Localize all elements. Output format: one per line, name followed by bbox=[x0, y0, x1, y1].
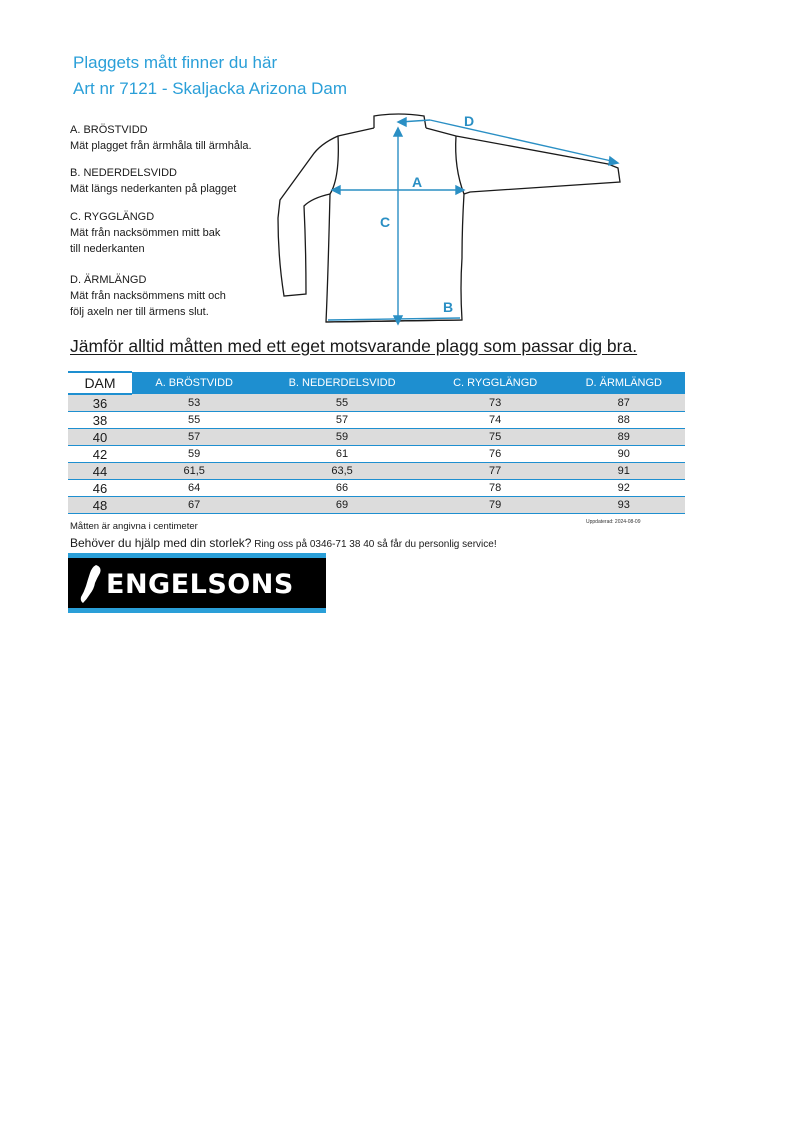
table-cell: 78 bbox=[428, 480, 563, 497]
measure-d-line bbox=[430, 120, 616, 162]
size-cell: 46 bbox=[68, 480, 132, 497]
label-c: C bbox=[380, 214, 391, 230]
table-row bbox=[68, 497, 685, 514]
instruction-a bbox=[70, 122, 252, 154]
compare-note: Jämför alltid måtten med ett eget motsvarande plagg som passar dig bra. bbox=[70, 336, 638, 356]
instruction-text: till nederkanten bbox=[70, 243, 145, 255]
table-cell: 55 bbox=[132, 412, 256, 429]
table-cell: 75 bbox=[428, 429, 563, 446]
table-cell: 89 bbox=[563, 429, 685, 446]
table-cell: 66 bbox=[256, 480, 427, 497]
measurement-lines bbox=[328, 118, 618, 324]
jacket-outline bbox=[278, 114, 620, 322]
table-cell: 61 bbox=[256, 446, 427, 463]
table-row bbox=[68, 480, 685, 497]
column-header-chest: A. BRÖSTVIDD bbox=[132, 372, 256, 394]
jacket-measurement-diagram bbox=[270, 108, 630, 333]
table-cell: 55 bbox=[256, 394, 427, 412]
page-subtitle: Art nr 7121 - Skaljacka Arizona Dam bbox=[73, 79, 348, 98]
size-cell: 44 bbox=[68, 463, 132, 480]
table-cell: 79 bbox=[428, 497, 563, 514]
column-header-back-length: C. RYGGLÄNGD bbox=[428, 372, 563, 394]
table-row bbox=[68, 412, 685, 429]
units-note: Måtten är angivna i centimeter bbox=[70, 521, 198, 532]
table-row bbox=[68, 446, 685, 463]
help-line bbox=[70, 536, 497, 550]
instruction-c bbox=[70, 209, 220, 257]
table-cell: 63,5 bbox=[256, 463, 427, 480]
size-table-header bbox=[68, 372, 685, 394]
table-cell: 53 bbox=[132, 394, 256, 412]
instruction-text: Mät från nacksömmen mitt bak bbox=[70, 227, 221, 239]
instruction-heading: B. NEDERDELSVIDD bbox=[70, 167, 177, 179]
table-cell: 69 bbox=[256, 497, 427, 514]
instruction-heading: C. RYGGLÄNGD bbox=[70, 211, 155, 223]
help-text: Ring oss på 0346-71 38 40 så får du personlig service! bbox=[251, 539, 497, 550]
table-cell: 77 bbox=[428, 463, 563, 480]
size-table bbox=[68, 371, 685, 514]
table-row bbox=[68, 463, 685, 480]
size-cell: 40 bbox=[68, 429, 132, 446]
table-cell: 74 bbox=[428, 412, 563, 429]
table-row bbox=[68, 394, 685, 412]
size-cell: 48 bbox=[68, 497, 132, 514]
table-cell: 93 bbox=[563, 497, 685, 514]
instruction-b bbox=[70, 165, 236, 197]
table-cell: 67 bbox=[132, 497, 256, 514]
instruction-heading: D. ÄRMLÄNGD bbox=[70, 274, 147, 286]
table-cell: 57 bbox=[256, 412, 427, 429]
label-a: A bbox=[412, 174, 423, 190]
table-cell: 61,5 bbox=[132, 463, 256, 480]
table-cell: 90 bbox=[563, 446, 685, 463]
label-d: D bbox=[464, 113, 475, 129]
instruction-text: Mät plagget från ärmhåla till ärmhåla. bbox=[70, 140, 252, 152]
instruction-text: följ axeln ner till ärmens slut. bbox=[70, 306, 209, 318]
column-header-size: DAM bbox=[68, 372, 132, 394]
size-cell: 38 bbox=[68, 412, 132, 429]
size-cell: 36 bbox=[68, 394, 132, 412]
help-question: Behöver du hjälp med din storlek? bbox=[70, 536, 252, 550]
table-cell: 57 bbox=[132, 429, 256, 446]
table-cell: 76 bbox=[428, 446, 563, 463]
sweden-map-icon bbox=[78, 564, 104, 604]
page-title: Plaggets mått finner du här bbox=[73, 53, 278, 72]
table-cell: 88 bbox=[563, 412, 685, 429]
table-cell: 87 bbox=[563, 394, 685, 412]
table-row bbox=[68, 429, 685, 446]
table-cell: 92 bbox=[563, 480, 685, 497]
table-cell: 91 bbox=[563, 463, 685, 480]
logo-text: ENGELSONS bbox=[106, 569, 294, 600]
instruction-d bbox=[70, 272, 226, 320]
engelsons-logo bbox=[68, 553, 326, 613]
table-cell: 59 bbox=[256, 429, 427, 446]
column-header-hem: B. NEDERDELSVIDD bbox=[256, 372, 427, 394]
label-b: B bbox=[443, 299, 454, 315]
instruction-text: Mät från nacksömmens mitt och bbox=[70, 290, 226, 302]
table-cell: 64 bbox=[132, 480, 256, 497]
updated-date: Uppdaterad: 2024-08-09 bbox=[586, 519, 641, 525]
table-cell: 59 bbox=[132, 446, 256, 463]
table-cell: 73 bbox=[428, 394, 563, 412]
instruction-heading: A. BRÖSTVIDD bbox=[70, 124, 148, 136]
size-cell: 42 bbox=[68, 446, 132, 463]
instruction-text: Mät längs nederkanten på plagget bbox=[70, 183, 237, 195]
column-header-sleeve-length: D. ÄRMLÄNGD bbox=[563, 372, 685, 394]
